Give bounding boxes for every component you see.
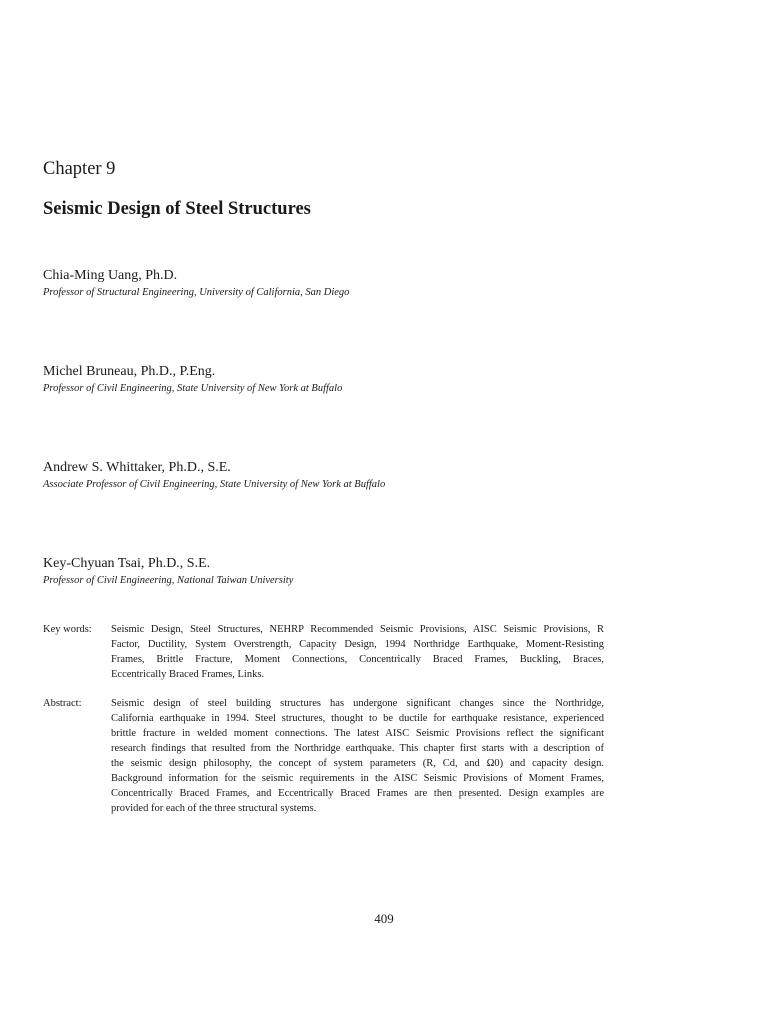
abstract-line: Background information for the seismic requirements in the AISC Seismic Provisions of Moment Frames, xyxy=(111,773,604,784)
author-affiliation: Professor of Structural Engineering, University of California, San Diego xyxy=(43,287,350,298)
keywords-line: Factor, Ductility, System Overstrength, Capacity Design, 1994 Northridge Earthquake, Moment-Resisting xyxy=(111,639,604,650)
abstract-text xyxy=(111,696,604,816)
author-name: Chia-Ming Uang, Ph.D. xyxy=(43,268,178,283)
author-block xyxy=(43,459,643,492)
abstract-line: research findings that resulted from the Northridge earthquake. This chapter first starts with a description of xyxy=(111,743,604,754)
abstract-line: Seismic design of steel building structures has undergone significant changes since the Northridge, xyxy=(111,698,604,709)
author-block xyxy=(43,363,643,396)
author-block xyxy=(43,555,643,588)
author-name: Key-Chyuan Tsai, Ph.D., S.E. xyxy=(43,556,211,571)
author-affiliation: Associate Professor of Civil Engineering, State University of New York at Buffalo xyxy=(43,479,386,490)
author-affiliation: Professor of Civil Engineering, State University of New York at Buffalo xyxy=(43,383,343,394)
abstract-line: the seismic design philosophy, the concept of system parameters (R, Cd, and Ω0) and capacity design. xyxy=(111,758,604,769)
abstract-line: brittle fracture in welded moment connections. The latest AISC Seismic Provisions reflect the significant xyxy=(111,728,604,739)
chapter-title: Seismic Design of Steel Structures xyxy=(43,199,311,219)
author-name: Michel Bruneau, Ph.D., P.Eng. xyxy=(43,364,216,379)
author-name: Andrew S. Whittaker, Ph.D., S.E. xyxy=(43,460,231,475)
keywords-line: Frames, Brittle Fracture, Moment Connections, Concentrically Braced Frames, Buckling, Braces, xyxy=(111,654,604,665)
author-affiliation: Professor of Civil Engineering, National Taiwan University xyxy=(43,575,294,586)
keywords-line: Seismic Design, Steel Structures, NEHRP Recommended Seismic Provisions, AISC Seismic Provisions, R xyxy=(111,624,604,635)
chapter-label: Chapter 9 xyxy=(43,159,116,179)
abstract-line: provided for each of the three structural systems. xyxy=(111,803,317,814)
keywords-text xyxy=(111,622,604,682)
keywords-line: Eccentrically Braced Frames, Links. xyxy=(111,669,265,680)
abstract-label: Abstract: xyxy=(43,698,82,709)
abstract-line: Concentrically Braced Frames, and Eccentrically Braced Frames are then presented. Design examples are xyxy=(111,788,604,799)
page-number: 409 xyxy=(374,911,394,926)
abstract-line: California earthquake in 1994. Steel structures, thought to be ductile for earthquake resistance, experienced xyxy=(111,713,604,724)
keywords-label: Key words: xyxy=(43,624,92,635)
author-block xyxy=(43,267,643,300)
